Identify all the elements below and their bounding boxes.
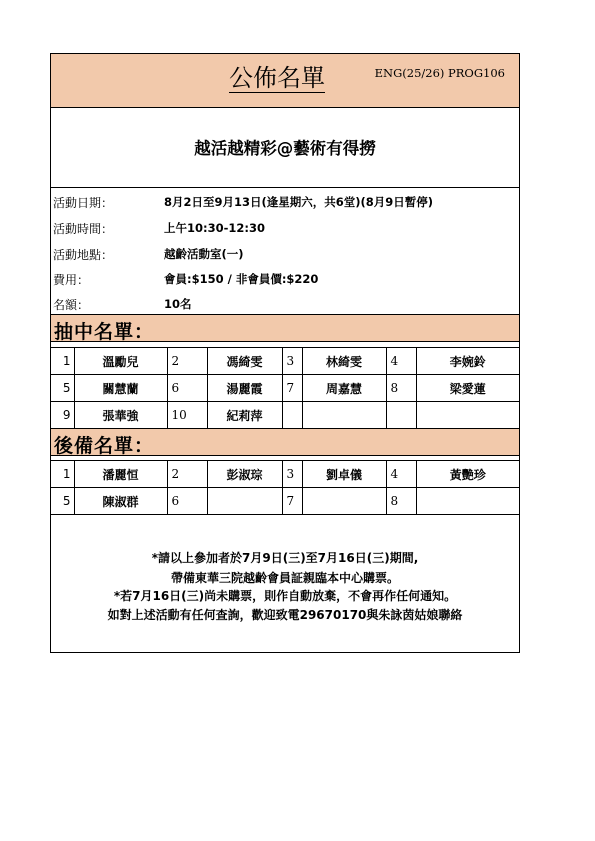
- info-row-fee: [51, 265, 519, 291]
- notice-line: 帶備東華三院越齡會員証親臨本中心購票。: [170, 571, 399, 585]
- info-value: 8月2日至9月13日(逢星期六，共6堂)(8月9日暫停): [164, 195, 434, 209]
- activity-title: 越活越精彩@藝術有得撈: [194, 139, 376, 158]
- notice-line: *若7月16日(三)尚未購票，則作自動放棄，不會再作任何通知。: [113, 589, 457, 603]
- notice-line: *請以上參加者於7月9日(三)至7月16日(三)期間,: [151, 551, 419, 565]
- row-number: 4: [386, 348, 416, 375]
- info-label: 活動時間：: [53, 222, 114, 236]
- info-label: 活動日期：: [53, 196, 114, 210]
- info-value: 會員:$150 / 非會員價:$220: [164, 272, 319, 286]
- info-label: 費用：: [53, 273, 90, 287]
- table-row: [51, 461, 519, 488]
- row-number: 9: [51, 402, 74, 429]
- row-number: 3: [282, 461, 302, 488]
- info-value: 10名: [164, 297, 192, 311]
- info-row-date: [51, 188, 519, 214]
- info-row-quota: [51, 290, 519, 316]
- participant-name: [207, 488, 282, 515]
- participant-name: [416, 488, 519, 515]
- info-value: 上午10:30-12:30: [164, 221, 265, 235]
- table-row: [51, 488, 519, 515]
- row-number: 10: [167, 402, 207, 429]
- table-row: [51, 402, 519, 429]
- participant-name: [302, 402, 386, 429]
- participant-name: 梁愛蓮: [416, 375, 519, 402]
- row-number: 2: [167, 461, 207, 488]
- info-label: 名額：: [53, 298, 90, 312]
- info-value: 越齡活動室(一): [164, 247, 244, 261]
- participant-name: 紀莉萍: [207, 402, 282, 429]
- info-label: 活動地點：: [53, 248, 114, 262]
- info-row-time: [51, 214, 519, 240]
- table-row: [51, 348, 519, 375]
- participant-name: 李婉鈴: [416, 348, 519, 375]
- row-number: 2: [167, 348, 207, 375]
- row-number: 5: [51, 488, 74, 515]
- waiting-list-heading: 後備名單：: [51, 428, 519, 456]
- participant-name: 溫勵兒: [74, 348, 167, 375]
- row-number: 3: [282, 348, 302, 375]
- participant-name: 馮綺雯: [207, 348, 282, 375]
- row-number: 1: [51, 461, 74, 488]
- participant-name: [302, 488, 386, 515]
- row-number: [386, 402, 416, 429]
- participant-name: 林綺雯: [302, 348, 386, 375]
- row-number: 8: [386, 375, 416, 402]
- row-number: 1: [51, 348, 74, 375]
- notice-box: [51, 514, 519, 652]
- row-number: 6: [167, 375, 207, 402]
- waiting-list-table: [51, 460, 519, 515]
- selected-list-table: [51, 347, 519, 429]
- participant-name: 湯麗霞: [207, 375, 282, 402]
- selected-list-heading: 抽中名單：: [51, 314, 519, 342]
- participant-name: 潘麗恒: [74, 461, 167, 488]
- program-code: ENG(25/26) PROG106: [374, 66, 505, 80]
- participant-name: 關慧蘭: [74, 375, 167, 402]
- participant-name: 陳淑群: [74, 488, 167, 515]
- row-number: 6: [167, 488, 207, 515]
- row-number: [282, 402, 302, 429]
- header-bar: [51, 54, 519, 108]
- page-title: 公佈名單: [229, 64, 325, 92]
- participant-name: [416, 402, 519, 429]
- row-number: 4: [386, 461, 416, 488]
- row-number: 7: [282, 375, 302, 402]
- participant-name: 張華強: [74, 402, 167, 429]
- participant-name: 周嘉慧: [302, 375, 386, 402]
- notice-line: 如對上述活動有任何查詢，歡迎致電29670170與朱詠茵姑娘聯絡: [107, 608, 463, 622]
- participant-name: 黃艷珍: [416, 461, 519, 488]
- participant-name: 彭淑琮: [207, 461, 282, 488]
- table-row: [51, 375, 519, 402]
- row-number: 7: [282, 488, 302, 515]
- row-number: 8: [386, 488, 416, 515]
- participant-name: 劉卓儀: [302, 461, 386, 488]
- activity-title-box: [51, 108, 519, 188]
- row-number: 5: [51, 375, 74, 402]
- info-row-venue: [51, 240, 519, 266]
- notice-sheet: [50, 53, 520, 653]
